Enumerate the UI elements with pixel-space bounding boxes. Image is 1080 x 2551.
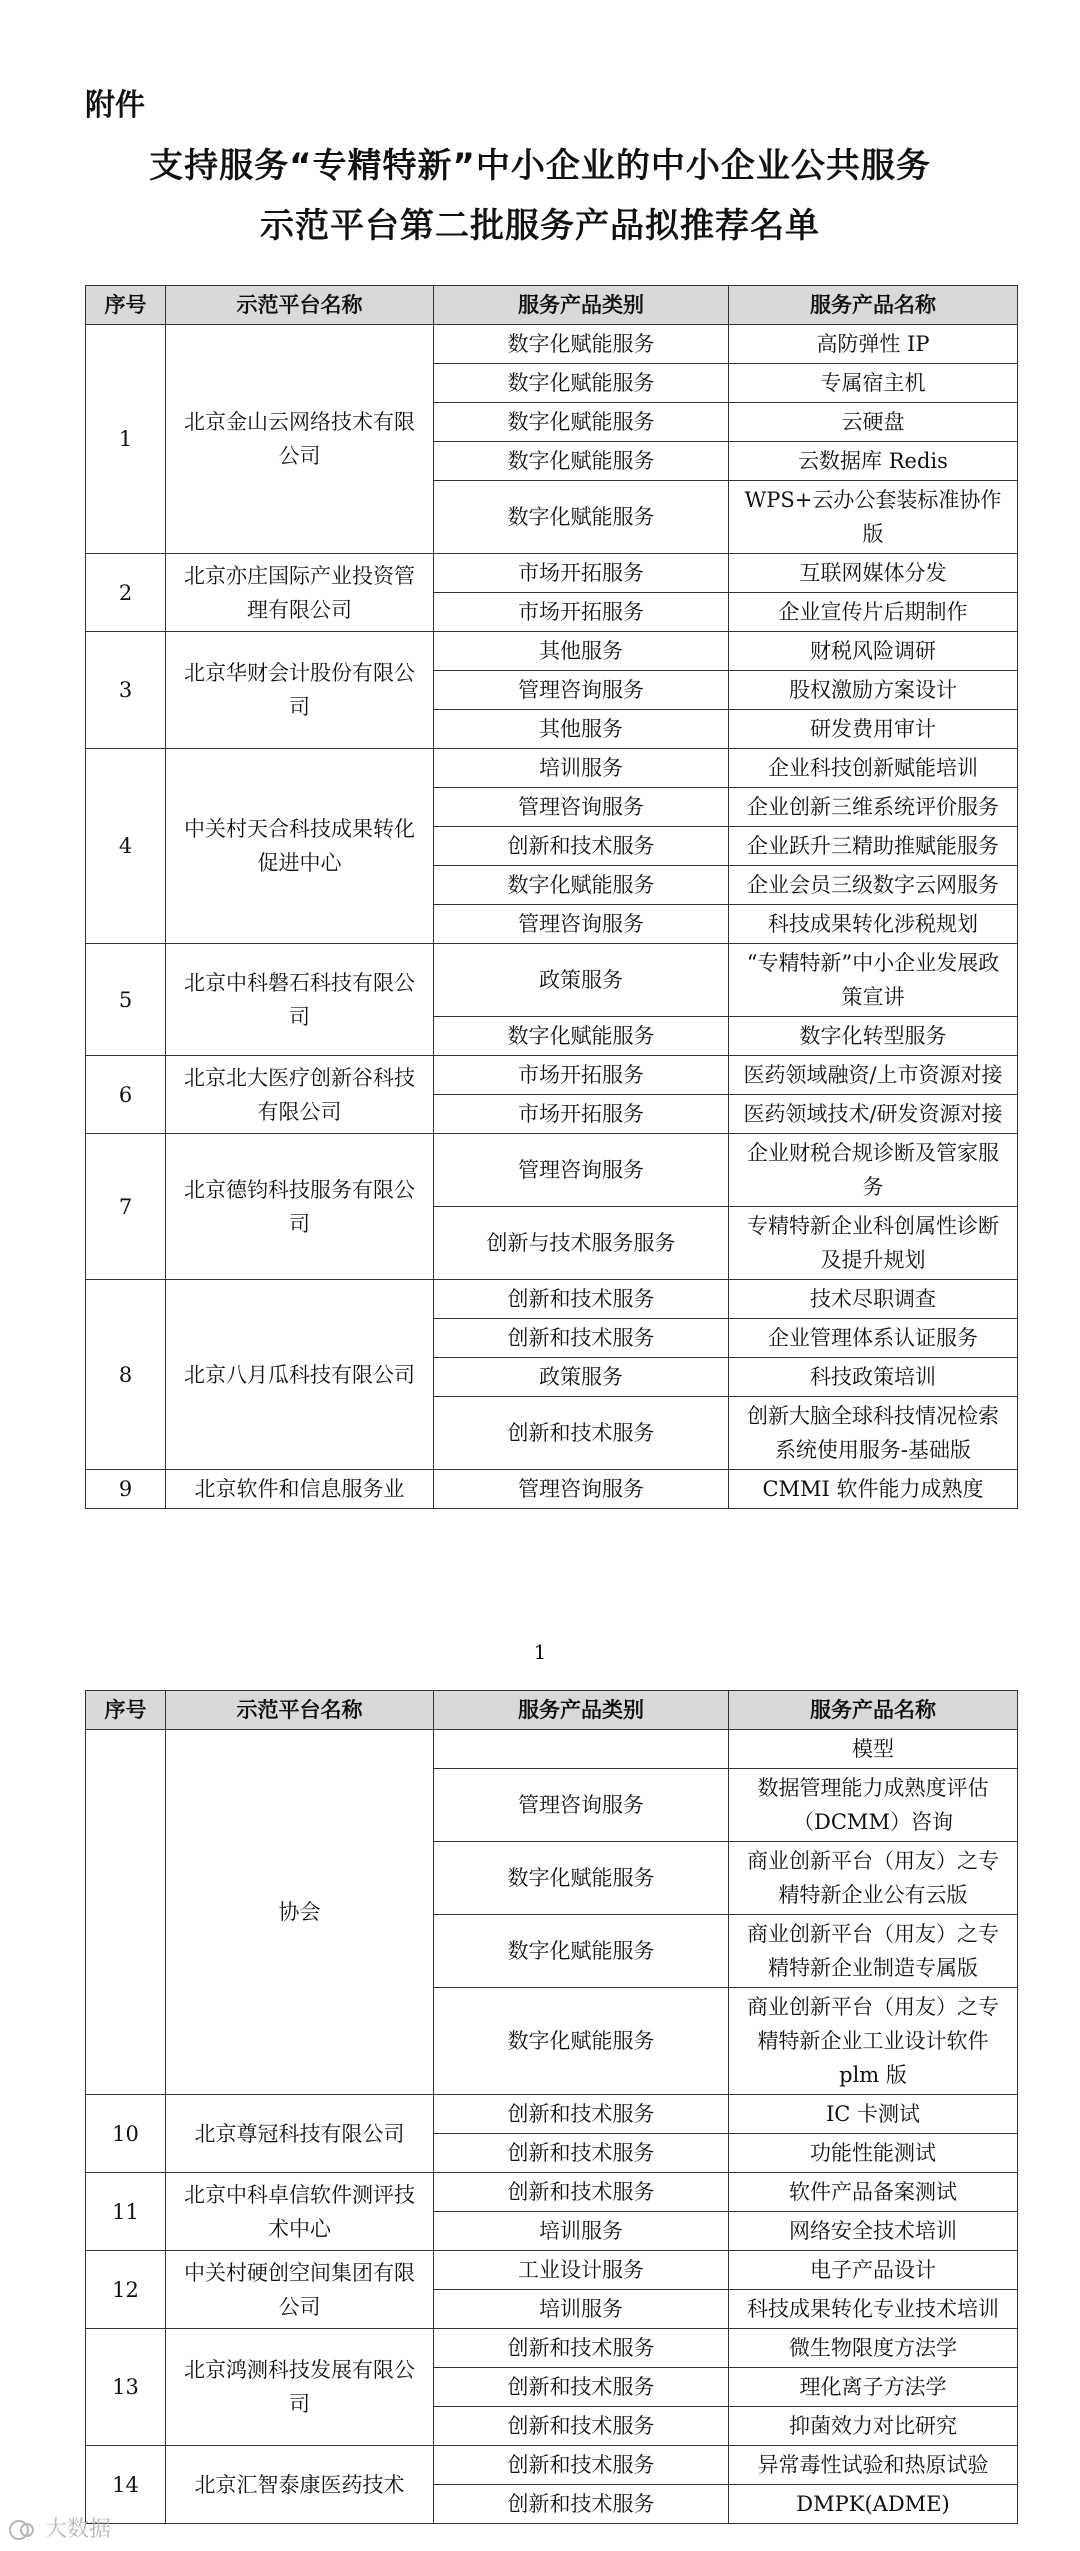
- service-category-cell: 创新和技术服务: [434, 2134, 729, 2173]
- service-product-cell: 医药领域融资/上市资源对接: [729, 1056, 1018, 1095]
- service-category-cell: 数字化赋能服务: [434, 481, 729, 554]
- service-category-cell: 政策服务: [434, 944, 729, 1017]
- service-category-cell: 创新和技术服务: [434, 1397, 729, 1470]
- table-row: [86, 1730, 1018, 1769]
- service-category-cell: 创新和技术服务: [434, 2173, 729, 2212]
- service-product-cell: 商业创新平台（用友）之专精特新企业工业设计软件 plm 版: [729, 1988, 1018, 2095]
- platform-name-cell: 北京尊冠科技有限公司: [166, 2095, 434, 2173]
- service-product-cell: IC 卡测试: [729, 2095, 1018, 2134]
- platform-name-cell: 北京亦庄国际产业投资管理有限公司: [166, 554, 434, 632]
- service-product-cell: 企业跃升三精助推赋能服务: [729, 827, 1018, 866]
- service-category-cell: 数字化赋能服务: [434, 866, 729, 905]
- table-row: [86, 1280, 1018, 1319]
- serial-number-cell: 3: [86, 632, 166, 749]
- serial-number-cell: 13: [86, 2329, 166, 2446]
- document-title-line-2: 示范平台第二批服务产品拟推荐名单: [260, 206, 820, 246]
- serial-number-cell: 5: [86, 944, 166, 1056]
- service-product-cell: 企业财税合规诊断及管家服务: [729, 1134, 1018, 1207]
- service-product-cell: 企业宣传片后期制作: [729, 593, 1018, 632]
- service-product-cell: WPS+云办公套装标准协作版: [729, 481, 1018, 554]
- service-product-cell: DMPK(ADME): [729, 2485, 1018, 2524]
- platform-name-cell: 北京鸿测科技发展有限公司: [166, 2329, 434, 2446]
- serial-number-cell: 9: [86, 1470, 166, 1509]
- service-product-cell: 科技成果转化专业技术培训: [729, 2290, 1018, 2329]
- service-product-cell: 数字化转型服务: [729, 1017, 1018, 1056]
- table-row: [86, 944, 1018, 1017]
- service-category-cell: 数字化赋能服务: [434, 364, 729, 403]
- service-category-cell: 创新和技术服务: [434, 1280, 729, 1319]
- service-product-cell: 功能性能测试: [729, 2134, 1018, 2173]
- table-row: [86, 325, 1018, 364]
- service-category-cell: 数字化赋能服务: [434, 1915, 729, 1988]
- service-category-cell: 其他服务: [434, 710, 729, 749]
- service-category-cell: 工业设计服务: [434, 2251, 729, 2290]
- service-category-cell: 创新和技术服务: [434, 2446, 729, 2485]
- service-category-cell: 市场开拓服务: [434, 593, 729, 632]
- service-product-cell: 网络安全技术培训: [729, 2212, 1018, 2251]
- table-header-row: [86, 286, 1018, 325]
- service-category-cell: 创新和技术服务: [434, 2407, 729, 2446]
- service-product-cell: 医药领域技术/研发资源对接: [729, 1095, 1018, 1134]
- service-product-cell: 数据管理能力成熟度评估（DCMM）咨询: [729, 1769, 1018, 1842]
- service-category-cell: 管理咨询服务: [434, 905, 729, 944]
- service-category-cell: 培训服务: [434, 2212, 729, 2251]
- attachment-label: 附件: [85, 88, 145, 123]
- service-category-cell: 培训服务: [434, 749, 729, 788]
- table-row: [86, 2173, 1018, 2212]
- table-row: [86, 1470, 1018, 1509]
- service-product-cell: 科技政策培训: [729, 1358, 1018, 1397]
- service-category-cell: 管理咨询服务: [434, 671, 729, 710]
- service-product-cell: 企业会员三级数字云网服务: [729, 866, 1018, 905]
- service-category-cell: [434, 1730, 729, 1769]
- service-category-cell: 数字化赋能服务: [434, 1842, 729, 1915]
- serial-number-cell: 12: [86, 2251, 166, 2329]
- service-product-cell: 异常毒性试验和热原试验: [729, 2446, 1018, 2485]
- service-product-cell: 商业创新平台（用友）之专精特新企业公有云版: [729, 1842, 1018, 1915]
- header-service-category: 服务产品类别: [434, 1691, 729, 1730]
- recommendation-table-page-2: [85, 1690, 1018, 2524]
- table-row: [86, 749, 1018, 788]
- service-product-cell: 科技成果转化涉税规划: [729, 905, 1018, 944]
- platform-name-cell: 北京八月瓜科技有限公司: [166, 1280, 434, 1470]
- service-category-cell: 数字化赋能服务: [434, 1988, 729, 2095]
- service-category-cell: 数字化赋能服务: [434, 325, 729, 364]
- service-product-cell: 企业创新三维系统评价服务: [729, 788, 1018, 827]
- watermark-text: 大数据: [45, 2517, 112, 2542]
- header-serial-number: 序号: [86, 1691, 166, 1730]
- service-product-cell: 企业管理体系认证服务: [729, 1319, 1018, 1358]
- header-service-product: 服务产品名称: [729, 1691, 1018, 1730]
- service-category-cell: 市场开拓服务: [434, 554, 729, 593]
- service-category-cell: 管理咨询服务: [434, 1470, 729, 1509]
- document-title-line-1: 支持服务“专精特新”中小企业的中小企业公共服务: [149, 146, 931, 186]
- service-category-cell: 管理咨询服务: [434, 788, 729, 827]
- serial-number-cell: 4: [86, 749, 166, 944]
- service-product-cell: 财税风险调研: [729, 632, 1018, 671]
- serial-number-cell: 11: [86, 2173, 166, 2251]
- table-row: [86, 2329, 1018, 2368]
- header-platform-name: 示范平台名称: [166, 1691, 434, 1730]
- service-product-cell: 理化离子方法学: [729, 2368, 1018, 2407]
- platform-name-cell: 北京金山云网络技术有限公司: [166, 325, 434, 554]
- table-row: [86, 1134, 1018, 1207]
- header-serial-number: 序号: [86, 286, 166, 325]
- service-product-cell: 专属宿主机: [729, 364, 1018, 403]
- service-product-cell: 创新大脑全球科技情况检索系统使用服务-基础版: [729, 1397, 1018, 1470]
- service-product-cell: 云数据库 Redis: [729, 442, 1018, 481]
- platform-name-cell: 中关村天合科技成果转化促进中心: [166, 749, 434, 944]
- service-category-cell: 创新和技术服务: [434, 2329, 729, 2368]
- service-category-cell: 数字化赋能服务: [434, 1017, 729, 1056]
- service-product-cell: 云硬盘: [729, 403, 1018, 442]
- watermark-logo-icon: [8, 2519, 38, 2541]
- service-product-cell: 微生物限度方法学: [729, 2329, 1018, 2368]
- platform-name-cell: 北京德钧科技服务有限公司: [166, 1134, 434, 1280]
- platform-name-cell: 北京中科卓信软件测评技术中心: [166, 2173, 434, 2251]
- table-row: [86, 554, 1018, 593]
- service-product-cell: 企业科技创新赋能培训: [729, 749, 1018, 788]
- serial-number-cell: 6: [86, 1056, 166, 1134]
- table-row: [86, 632, 1018, 671]
- watermark: [8, 2512, 111, 2543]
- platform-name-cell: 中关村硬创空间集团有限公司: [166, 2251, 434, 2329]
- platform-name-cell: 北京软件和信息服务业: [166, 1470, 434, 1509]
- service-product-cell: 股权激励方案设计: [729, 671, 1018, 710]
- service-product-cell: 抑菌效力对比研究: [729, 2407, 1018, 2446]
- serial-number-cell: 14: [86, 2446, 166, 2524]
- table-row: [86, 1056, 1018, 1095]
- service-category-cell: 管理咨询服务: [434, 1134, 729, 1207]
- platform-name-cell: 北京中科磐石科技有限公司: [166, 944, 434, 1056]
- table-row: [86, 2095, 1018, 2134]
- service-product-cell: 研发费用审计: [729, 710, 1018, 749]
- service-product-cell: 专精特新企业科创属性诊断及提升规划: [729, 1207, 1018, 1280]
- serial-number-cell: 1: [86, 325, 166, 554]
- service-category-cell: 创新和技术服务: [434, 2368, 729, 2407]
- table-header-row: [86, 1691, 1018, 1730]
- service-category-cell: 管理咨询服务: [434, 1769, 729, 1842]
- platform-name-cell: 协会: [166, 1730, 434, 2095]
- service-category-cell: 创新和技术服务: [434, 2485, 729, 2524]
- serial-number-cell: 7: [86, 1134, 166, 1280]
- header-service-category: 服务产品类别: [434, 286, 729, 325]
- recommendation-table-page-1: [85, 285, 1018, 1509]
- page-number: 1: [533, 1640, 547, 1664]
- service-category-cell: 政策服务: [434, 1358, 729, 1397]
- service-category-cell: 培训服务: [434, 2290, 729, 2329]
- service-category-cell: 其他服务: [434, 632, 729, 671]
- serial-number-cell: [86, 1730, 166, 2095]
- serial-number-cell: 2: [86, 554, 166, 632]
- service-category-cell: 创新和技术服务: [434, 2095, 729, 2134]
- header-platform-name: 示范平台名称: [166, 286, 434, 325]
- service-product-cell: 软件产品备案测试: [729, 2173, 1018, 2212]
- service-product-cell: 电子产品设计: [729, 2251, 1018, 2290]
- service-category-cell: 创新和技术服务: [434, 827, 729, 866]
- service-product-cell: 高防弹性 IP: [729, 325, 1018, 364]
- service-category-cell: 创新与技术服务服务: [434, 1207, 729, 1280]
- service-category-cell: 数字化赋能服务: [434, 403, 729, 442]
- service-category-cell: 市场开拓服务: [434, 1056, 729, 1095]
- service-product-cell: “专精特新”中小企业发展政策宣讲: [729, 944, 1018, 1017]
- service-category-cell: 创新和技术服务: [434, 1319, 729, 1358]
- service-product-cell: CMMI 软件能力成熟度: [729, 1470, 1018, 1509]
- service-product-cell: 技术尽职调查: [729, 1280, 1018, 1319]
- serial-number-cell: 10: [86, 2095, 166, 2173]
- header-service-product: 服务产品名称: [729, 286, 1018, 325]
- service-product-cell: 商业创新平台（用友）之专精特新企业制造专属版: [729, 1915, 1018, 1988]
- platform-name-cell: 北京汇智泰康医药技术: [166, 2446, 434, 2524]
- service-product-cell: 互联网媒体分发: [729, 554, 1018, 593]
- service-product-cell: 模型: [729, 1730, 1018, 1769]
- platform-name-cell: 北京华财会计股份有限公司: [166, 632, 434, 749]
- service-category-cell: 数字化赋能服务: [434, 442, 729, 481]
- service-category-cell: 市场开拓服务: [434, 1095, 729, 1134]
- serial-number-cell: 8: [86, 1280, 166, 1470]
- table-row: [86, 2446, 1018, 2485]
- table-row: [86, 2251, 1018, 2290]
- platform-name-cell: 北京北大医疗创新谷科技有限公司: [166, 1056, 434, 1134]
